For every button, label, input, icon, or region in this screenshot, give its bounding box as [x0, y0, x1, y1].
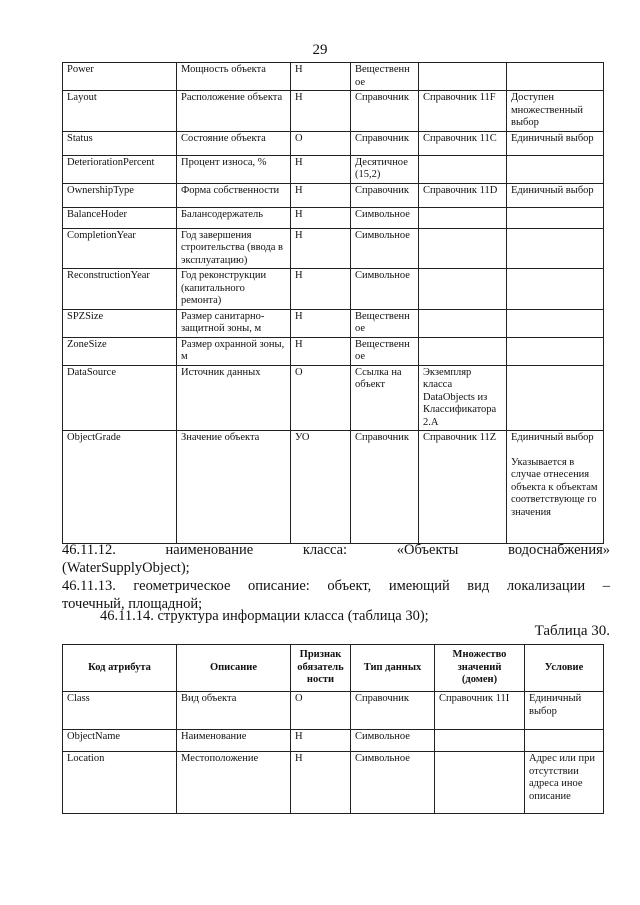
cell-text: Ссылка на объект [355, 366, 402, 390]
cell-text: Единичный выбор [511, 184, 594, 196]
cell-domain [419, 155, 507, 183]
header-condition: Условие [525, 645, 604, 692]
cell-text: Год реконструкции (капитального ремонта) [181, 270, 267, 306]
cell-req [291, 63, 351, 91]
cell-domain [419, 365, 507, 431]
cell-type [351, 269, 419, 310]
cell-type [351, 131, 419, 155]
table1-body [63, 63, 604, 544]
cell-cond [507, 63, 604, 91]
cell-text: Layout [67, 92, 97, 103]
cell-text: ZoneSize [67, 338, 107, 350]
cell-desc [177, 269, 291, 310]
cell-cond [525, 730, 604, 752]
cell-code [63, 131, 177, 155]
cell-desc [177, 431, 291, 544]
cell-req [291, 228, 351, 269]
table-row [63, 207, 604, 228]
cell-text: Н [295, 184, 303, 196]
cell-req [291, 91, 351, 132]
cell-desc [177, 183, 291, 207]
cell-text: Процент износа, % [181, 156, 267, 168]
header-description: Описание [177, 645, 291, 692]
cell-code [63, 269, 177, 310]
cell-code [63, 365, 177, 431]
header-code: Код атрибута [63, 645, 177, 692]
cell-text: BalanceHoder [67, 208, 128, 220]
cell-cond [507, 183, 604, 207]
cell-cond [507, 269, 604, 310]
cell-text: Размер охранной зоны, м [181, 338, 285, 362]
cell-text: Единичный выбор [511, 432, 594, 443]
paragraph-structure: 46.11.14. структура информации класса (таблица 30); [100, 608, 429, 624]
cell-req: Н [291, 730, 351, 752]
cell-type [351, 365, 419, 431]
cell-desc [177, 207, 291, 228]
cell-cond: Адрес или при отсутствии адреса иное описание [525, 752, 604, 814]
cell-text: Справочник [355, 184, 410, 196]
cell-code [63, 309, 177, 337]
cell-type: Символьное [351, 752, 435, 814]
table-row [63, 365, 604, 431]
cell-cond [507, 131, 604, 155]
cell-code: ObjectName [63, 730, 177, 752]
cell-cond [507, 91, 604, 132]
cell-text: Справочник [355, 132, 410, 144]
cell-text: Мощность объекта [181, 64, 266, 75]
cell-type [351, 63, 419, 91]
cell-type [351, 228, 419, 269]
cell-cond [507, 155, 604, 183]
cell-cond [507, 365, 604, 431]
cell-desc: Местоположение [177, 752, 291, 814]
cell-type [351, 155, 419, 183]
cell-text: Справочник 11F [423, 92, 496, 103]
cell-text: Н [295, 229, 303, 241]
cell-code [63, 207, 177, 228]
attributes-table-continued [62, 62, 604, 544]
cell-text: Символьное [355, 208, 410, 220]
cell-text: Символьное [355, 229, 410, 241]
table-row [63, 692, 604, 730]
cell-cond [507, 431, 604, 544]
cell-req [291, 309, 351, 337]
table2-body [63, 692, 604, 814]
cell-text: Доступен множественный выбор [511, 92, 584, 128]
cell-text: Status [67, 132, 93, 144]
cell-code: Location [63, 752, 177, 814]
cell-text: Расположение объекта [181, 92, 283, 103]
table2-header-row [63, 645, 604, 692]
cell-text: Единичный выбор [511, 132, 594, 144]
cell-text: Н [295, 208, 303, 220]
cell-cond [507, 309, 604, 337]
cell-text: Вещественн ое [355, 338, 410, 362]
cell-type [351, 337, 419, 365]
cell-text: OwnershipType [67, 184, 134, 196]
cell-req: Н [291, 752, 351, 814]
paragraph-geometry-line2: точечный, площадной; [62, 596, 203, 612]
cell-code [63, 228, 177, 269]
cell-cond [507, 228, 604, 269]
cell-text: DataSource [67, 366, 116, 378]
cell-domain [419, 183, 507, 207]
cell-desc: Вид объекта [177, 692, 291, 730]
cell-code [63, 91, 177, 132]
cell-text: Н [295, 64, 303, 75]
cell-text: О [295, 132, 303, 144]
cell-domain: Справочник 11I [435, 692, 525, 730]
cell-domain [419, 91, 507, 132]
cell-desc [177, 155, 291, 183]
paragraph-geometry-line1: 46.11.13. геометрическое описание: объект, имеющий вид локализации – [62, 578, 610, 594]
cell-text: CompletionYear [67, 229, 136, 241]
cell-cond [507, 337, 604, 365]
table-row [63, 131, 604, 155]
cell-cond [507, 207, 604, 228]
paragraph-class-name-line2: (WaterSupplyObject); [62, 560, 190, 576]
attributes-table-30 [62, 644, 604, 814]
cell-desc [177, 337, 291, 365]
table-row [63, 337, 604, 365]
table-caption: Таблица 30. [534, 623, 610, 639]
table-row [63, 183, 604, 207]
cell-text: Справочник [355, 432, 410, 443]
cell-code [63, 183, 177, 207]
cell-domain [419, 431, 507, 544]
cell-code [63, 337, 177, 365]
cell-req [291, 183, 351, 207]
cell-text: DeteriorationPercent [67, 156, 155, 168]
cell-text: Справочник 11Z [423, 432, 497, 443]
cell-domain [419, 309, 507, 337]
cell-text: Н [295, 156, 303, 168]
cell-code [63, 155, 177, 183]
cell-req [291, 155, 351, 183]
header-domain: Множество значений (домен) [435, 645, 525, 692]
table-row [63, 431, 604, 544]
cell-text: Н [295, 338, 303, 350]
cell-text: Символьное [355, 270, 410, 281]
cell-domain [435, 730, 525, 752]
cell-text: Power [67, 64, 94, 75]
cell-desc [177, 309, 291, 337]
cell-text: УО [295, 432, 310, 443]
cell-code: Class [63, 692, 177, 730]
cell-text: ReconstructionYear [67, 270, 150, 281]
cell-req [291, 431, 351, 544]
cell-text: Справочник [355, 92, 410, 103]
cell-cond: Единичный выбор [525, 692, 604, 730]
cell-type: Символьное [351, 730, 435, 752]
header-data-type: Тип данных [351, 645, 435, 692]
cell-req: О [291, 692, 351, 730]
cell-domain [419, 269, 507, 310]
header-required: Признак обязатель ности [291, 645, 351, 692]
cell-text: Справочник 11C [423, 132, 497, 144]
table-row [63, 269, 604, 310]
cell-text: Вещественн ое [355, 310, 410, 334]
cell-domain [435, 752, 525, 814]
cell-note: Указывается в случае отнесения объекта к объектам соответствующе го значения [511, 456, 598, 518]
cell-domain [419, 63, 507, 91]
cell-domain [419, 337, 507, 365]
cell-text: Экземпляр класса DataObjects из Классификатора 2.А [423, 366, 497, 428]
cell-text: Н [295, 310, 303, 322]
cell-text: Источник данных [181, 366, 261, 378]
cell-code [63, 431, 177, 544]
cell-desc [177, 63, 291, 91]
table-row [63, 730, 604, 752]
cell-req [291, 337, 351, 365]
cell-req [291, 207, 351, 228]
table-row [63, 309, 604, 337]
cell-text: Справочник 11D [423, 184, 498, 196]
cell-type [351, 207, 419, 228]
cell-text: Размер санитарно-защитной зоны, м [181, 310, 265, 334]
cell-domain [419, 207, 507, 228]
cell-type [351, 183, 419, 207]
cell-type [351, 309, 419, 337]
cell-desc: Наименование [177, 730, 291, 752]
cell-text: Н [295, 270, 303, 281]
cell-text: Состояние объекта [181, 132, 266, 144]
table-row [63, 91, 604, 132]
paragraph-class-name-line1: 46.11.12. наименование класса: «Объекты водоснабжения» [62, 542, 610, 558]
table-row [63, 752, 604, 814]
table-row [63, 155, 604, 183]
cell-req [291, 269, 351, 310]
cell-desc [177, 91, 291, 132]
cell-text: Балансодержатель [181, 208, 264, 220]
page-number: 29 [312, 42, 328, 58]
cell-code [63, 63, 177, 91]
cell-type: Справочник [351, 692, 435, 730]
cell-text: ObjectGrade [67, 432, 121, 443]
cell-domain [419, 228, 507, 269]
cell-desc [177, 131, 291, 155]
cell-type [351, 431, 419, 544]
cell-req [291, 365, 351, 431]
cell-type [351, 91, 419, 132]
cell-req [291, 131, 351, 155]
cell-text: Форма собственности [181, 184, 280, 196]
cell-text: О [295, 366, 303, 378]
table-row [63, 228, 604, 269]
cell-text: SPZSize [67, 310, 104, 322]
cell-text: Год завершения строительства (ввода в эксплуатацию) [181, 229, 284, 266]
cell-domain [419, 131, 507, 155]
cell-text: Значение объекта [181, 432, 260, 443]
cell-text: Н [295, 92, 303, 103]
cell-desc [177, 228, 291, 269]
cell-desc [177, 365, 291, 431]
table-row [63, 63, 604, 91]
cell-text: Десятичное (15,2) [355, 156, 408, 180]
cell-text: Вещественн ое [355, 64, 410, 88]
